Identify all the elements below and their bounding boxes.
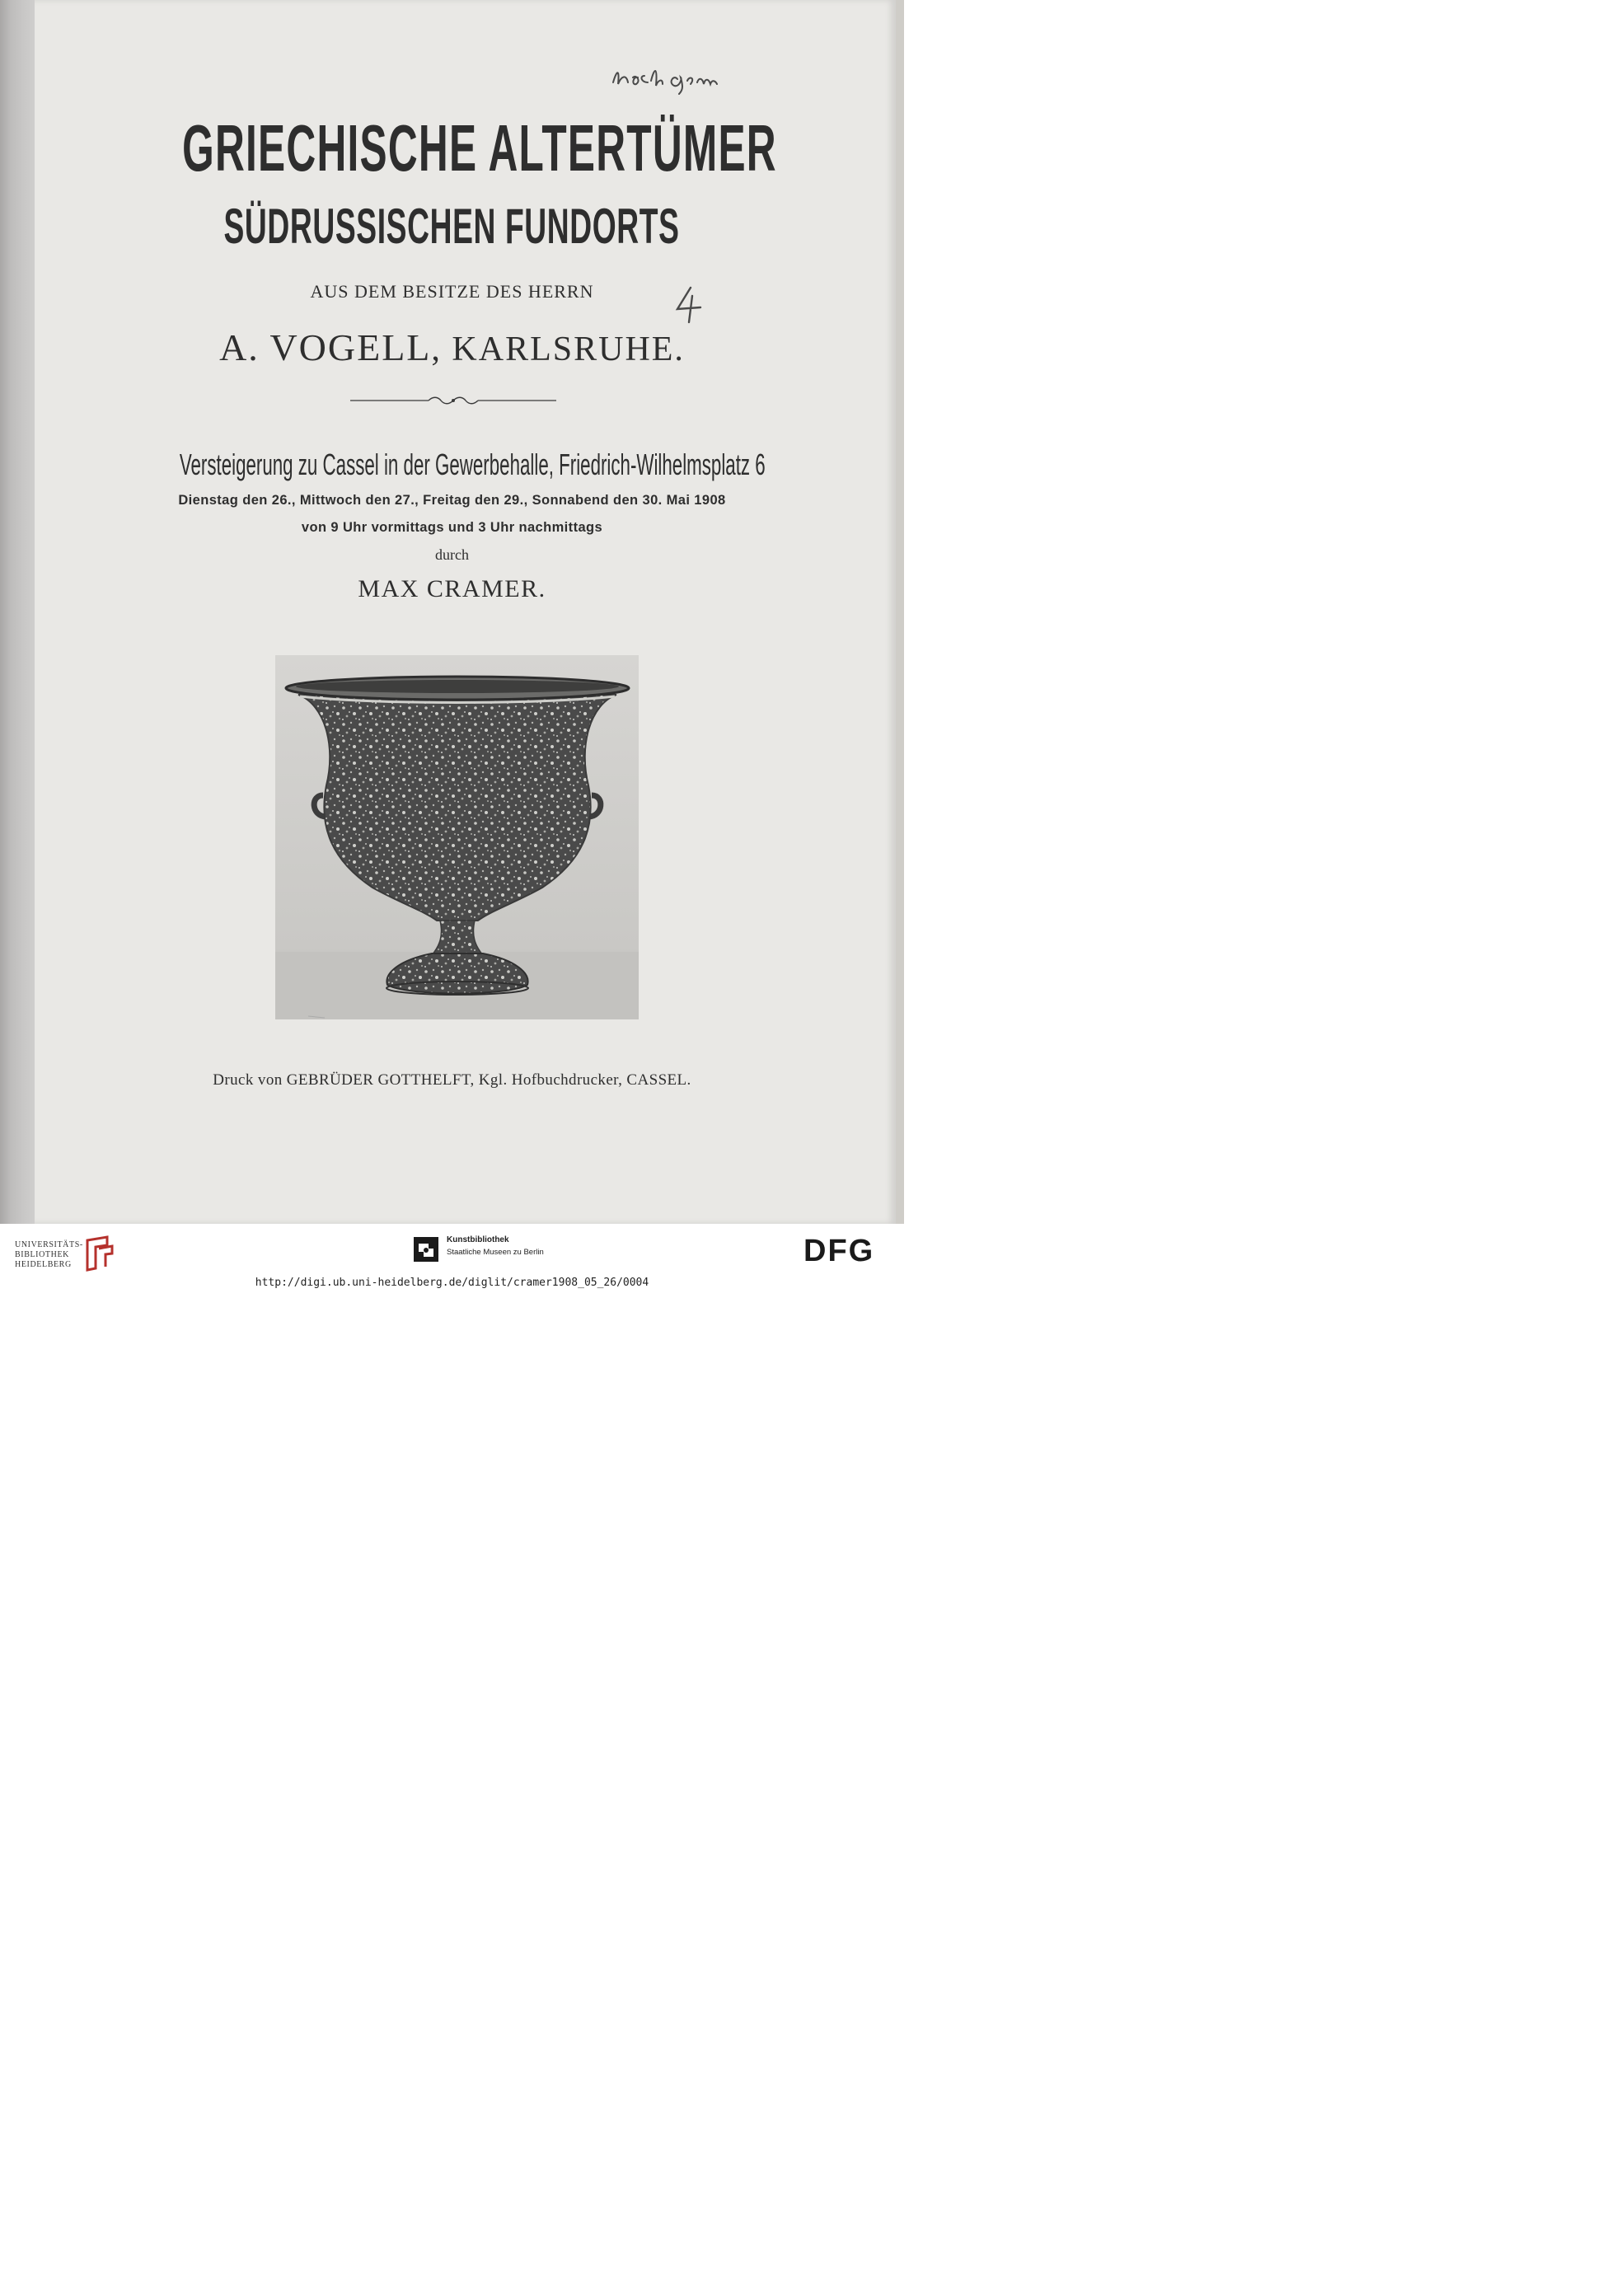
vase-photograph bbox=[275, 655, 639, 1019]
owner-name: A. VOGELL bbox=[219, 326, 432, 368]
auctioneer-name: MAX CRAMER. bbox=[358, 575, 546, 602]
handwritten-note bbox=[608, 56, 748, 97]
provenance-line: AUS DEM BESITZE DES HERRN bbox=[310, 281, 594, 302]
university-emblem-icon bbox=[82, 1235, 117, 1272]
title-line-1: GRIECHISCHE ALTERTÜMER bbox=[182, 111, 777, 185]
uni-line-2: BIBLIOTHEK bbox=[15, 1250, 69, 1259]
owner-line bbox=[0, 327, 904, 370]
ornament-divider bbox=[350, 394, 556, 407]
owner-city: KARLSRUHE. bbox=[452, 330, 685, 368]
auction-times: von 9 Uhr vormittags und 3 Uhr nachmittags bbox=[301, 520, 603, 535]
kunstbibliothek-mark-icon bbox=[412, 1235, 440, 1263]
owner-separator: , bbox=[431, 330, 452, 368]
auction-place: Versteigerung zu Cassel in der Gewerbehalle, Friedrich-Wilhelmsplatz 6 bbox=[179, 447, 766, 481]
dfg-logo bbox=[804, 1235, 893, 1265]
kb-subtitle: Staatliche Museen zu Berlin bbox=[447, 1248, 544, 1257]
auction-dates: Dienstag den 26., Mittwoch den 27., Freitag den 29., Sonnabend den 30. Mai 1908 bbox=[178, 493, 726, 508]
dfg-text: DFG bbox=[804, 1235, 875, 1265]
footer-bar bbox=[0, 1224, 904, 1292]
kb-name: Kunstbibliothek bbox=[447, 1235, 509, 1244]
university-library-logo bbox=[15, 1234, 118, 1273]
title-line-2: SÜDRUSSISCHEN FUNDORTS bbox=[223, 199, 681, 254]
printer-line: Druck von GEBRÜDER GOTTHELFT, Kgl. Hofbuchdrucker, CASSEL. bbox=[213, 1071, 691, 1089]
uni-line-3: HEIDELBERG bbox=[15, 1260, 72, 1269]
kunstbibliothek-logo bbox=[412, 1234, 569, 1263]
uni-line-1: UNIVERSITÄTS- bbox=[15, 1240, 83, 1249]
source-url[interactable]: http://digi.ub.uni-heidelberg.de/diglit/cramer1908_05_26/0004 bbox=[255, 1277, 649, 1289]
by-line: durch bbox=[435, 546, 469, 563]
